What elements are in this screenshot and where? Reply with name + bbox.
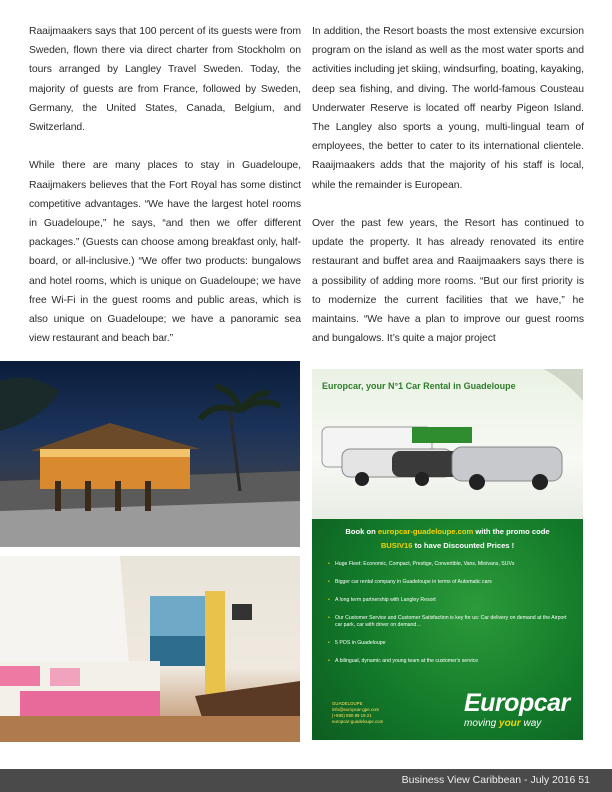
ad-tagline	[464, 718, 541, 729]
ad-contact-line: GUADELOUPE	[332, 701, 363, 706]
ad-benefit-list	[328, 561, 573, 676]
ad-tagline-text: moving	[464, 718, 500, 729]
article-paragraph: Raaijmaakers says that 100 percent of its guests were from Sweden, flown there via direct charter from Stockholm on tours arranged by Langley Travel Sweden. Today, the majority of guests are from France, followed by Sweden, Germany, the United States, Canada, Belgium, and Switzerland.	[29, 26, 301, 134]
ad-tagline-text: way	[520, 718, 542, 729]
article-paragraph: Over the past few years, the Resort has continued to update the property. It has already renovated its entire restaurant and buffet area and Raaijmaakers says there is a possibility of adding more rooms. “But our first priority is to modernize the current facilities that we have,” he maintains. “We have a plan to improve our guest rooms and bungalows. It’s quite a major project	[312, 218, 584, 345]
beach-bar-photo	[0, 361, 300, 547]
ad-tagline-highlight: your	[499, 718, 521, 729]
article-paragraph: In addition, the Resort boasts the most extensive excursion program on the island as well as the most water sports and activities including jet skiing, windsurfing, boating, kayaking, deep sea fishing, and diving. The world-famous Cousteau Underwater Reserve is located off nearby Pigeon Island. The Langley also sports a young, multi-lingual team of employees, the better to cater to its international clientele. Raaijmaakers adds that the majority of his staff is local, while the remainder is European.	[312, 26, 584, 191]
car-fleet-illustration	[312, 369, 583, 519]
page-footer	[0, 769, 612, 792]
hotel-room-photo	[0, 556, 300, 742]
ad-booking-text: with the promo code	[473, 527, 550, 536]
ad-benefit-item: • Bigger car rental company in Guadeloupe in terms of Automatic cars	[328, 579, 573, 586]
beach-bar-illustration	[0, 361, 300, 547]
ad-promo-code: BUSIV16	[380, 541, 413, 550]
ad-promo-line	[312, 541, 583, 550]
ad-booking-line	[312, 527, 583, 536]
hotel-room-illustration	[0, 556, 300, 742]
article-left-column	[29, 22, 301, 368]
ad-contact-block	[332, 701, 383, 725]
ad-contact-line: (+590) 590 89 19 21	[332, 713, 372, 718]
ad-car-banner	[312, 369, 583, 519]
ad-benefit-item: • 5 POS in Guadeloupe	[328, 640, 573, 647]
ad-title: Europcar, your N°1 Car Rental in Guadeloupe	[322, 381, 516, 391]
ad-promo-text: to have Discounted Prices !	[412, 541, 515, 550]
ad-benefit-item: • A long term partnership with Langley Resort	[328, 597, 573, 604]
article-right-column	[312, 22, 584, 368]
footer-publication-page: Business View Caribbean - July 2016 51	[401, 774, 590, 786]
ad-benefit-item: • A bilingual, dynamic and young team at the customer's service	[328, 658, 573, 665]
ad-offer-panel	[312, 519, 583, 740]
ad-website-link[interactable]: europcar-guadeloupe.com	[377, 527, 474, 536]
article-paragraph: While there are many places to stay in Guadeloupe, Raaijmakers believes that the Fort Royal has some distinct competitive advantages. “We have the largest hotel rooms in Guadeloupe,” he says, “and then we offer different packages.” (Guests can choose among breakfast only, half-board, or all-inclusive.) “We offer two products: bungalows and hotel rooms, which is unique on Guadeloupe; we have free Wi-Fi in the guest rooms and public areas, which is also unique on Guadeloupe; we have a panoramic sea view restaurant and beach bar.”	[29, 160, 301, 345]
ad-contact-line: europcar-guadeloupe.com	[332, 719, 384, 724]
ad-contact-line: info@europcar-gpe.com	[332, 707, 380, 712]
europcar-logo: Europcar	[464, 689, 570, 717]
europcar-advertisement	[312, 369, 583, 740]
ad-benefit-item: • Huge Fleet: Economic, Compact, Prestige, Convertible, Vans, Minivans, SUVs	[328, 561, 573, 568]
ad-benefit-item: • Our Customer Service and Customer Satisfaction is key for us: Car delivery on demand at the Airport car park, car with driver on demand…	[328, 615, 573, 629]
ad-booking-text: Book on	[345, 527, 378, 536]
